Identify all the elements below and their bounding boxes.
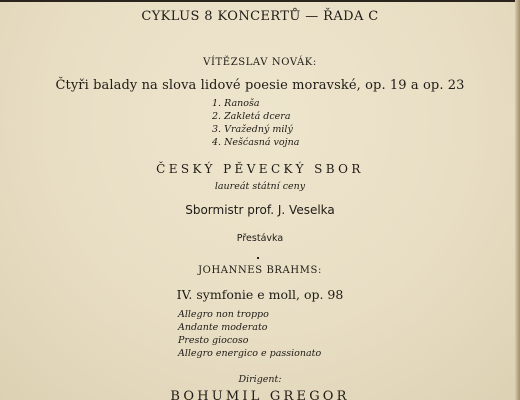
choirmaster: Sbormistr prof. J. Veselka	[185, 203, 335, 217]
ballad-item: 4. Nešćasná vojna	[212, 137, 300, 148]
section-divider	[257, 257, 259, 259]
second-composer: JOHANNES BRAHMS:	[198, 265, 322, 276]
movement-item: Allegro non troppo	[178, 309, 269, 320]
first-composer: VÍTĚZSLAV NOVÁK:	[203, 57, 317, 68]
conductor-label: Dirigent:	[238, 374, 282, 385]
ballad-list	[212, 97, 299, 149]
movement-item: Presto giocoso	[178, 335, 249, 346]
intermission-label: Přestávka	[236, 233, 284, 244]
first-work-title: Čtyři balady na slova lidové poesie moravské, op. 19 a op. 23	[55, 78, 465, 93]
concert-series-title: CYKLUS 8 KONCERTŮ — ŘADA C	[141, 9, 379, 24]
movement-item: Allegro energico e passionato	[178, 348, 322, 359]
ballad-item: 3. Vražedný milý	[212, 124, 293, 135]
choir-honor: laureát státní ceny	[214, 181, 306, 192]
second-work-title: IV. symfonie e moll, op. 98	[176, 287, 344, 302]
choir-name: ČESKÝ PĚVECKÝ SBOR	[156, 162, 364, 176]
movement-list	[178, 308, 321, 360]
top-border-rule	[0, 0, 520, 2]
ballad-item: 1. Ranoša	[212, 98, 260, 109]
conductor-name: BOHUMIL GREGOR	[170, 389, 350, 400]
movement-item: Andante moderato	[178, 322, 268, 333]
ballad-item: 2. Zakletá dcera	[212, 111, 291, 122]
